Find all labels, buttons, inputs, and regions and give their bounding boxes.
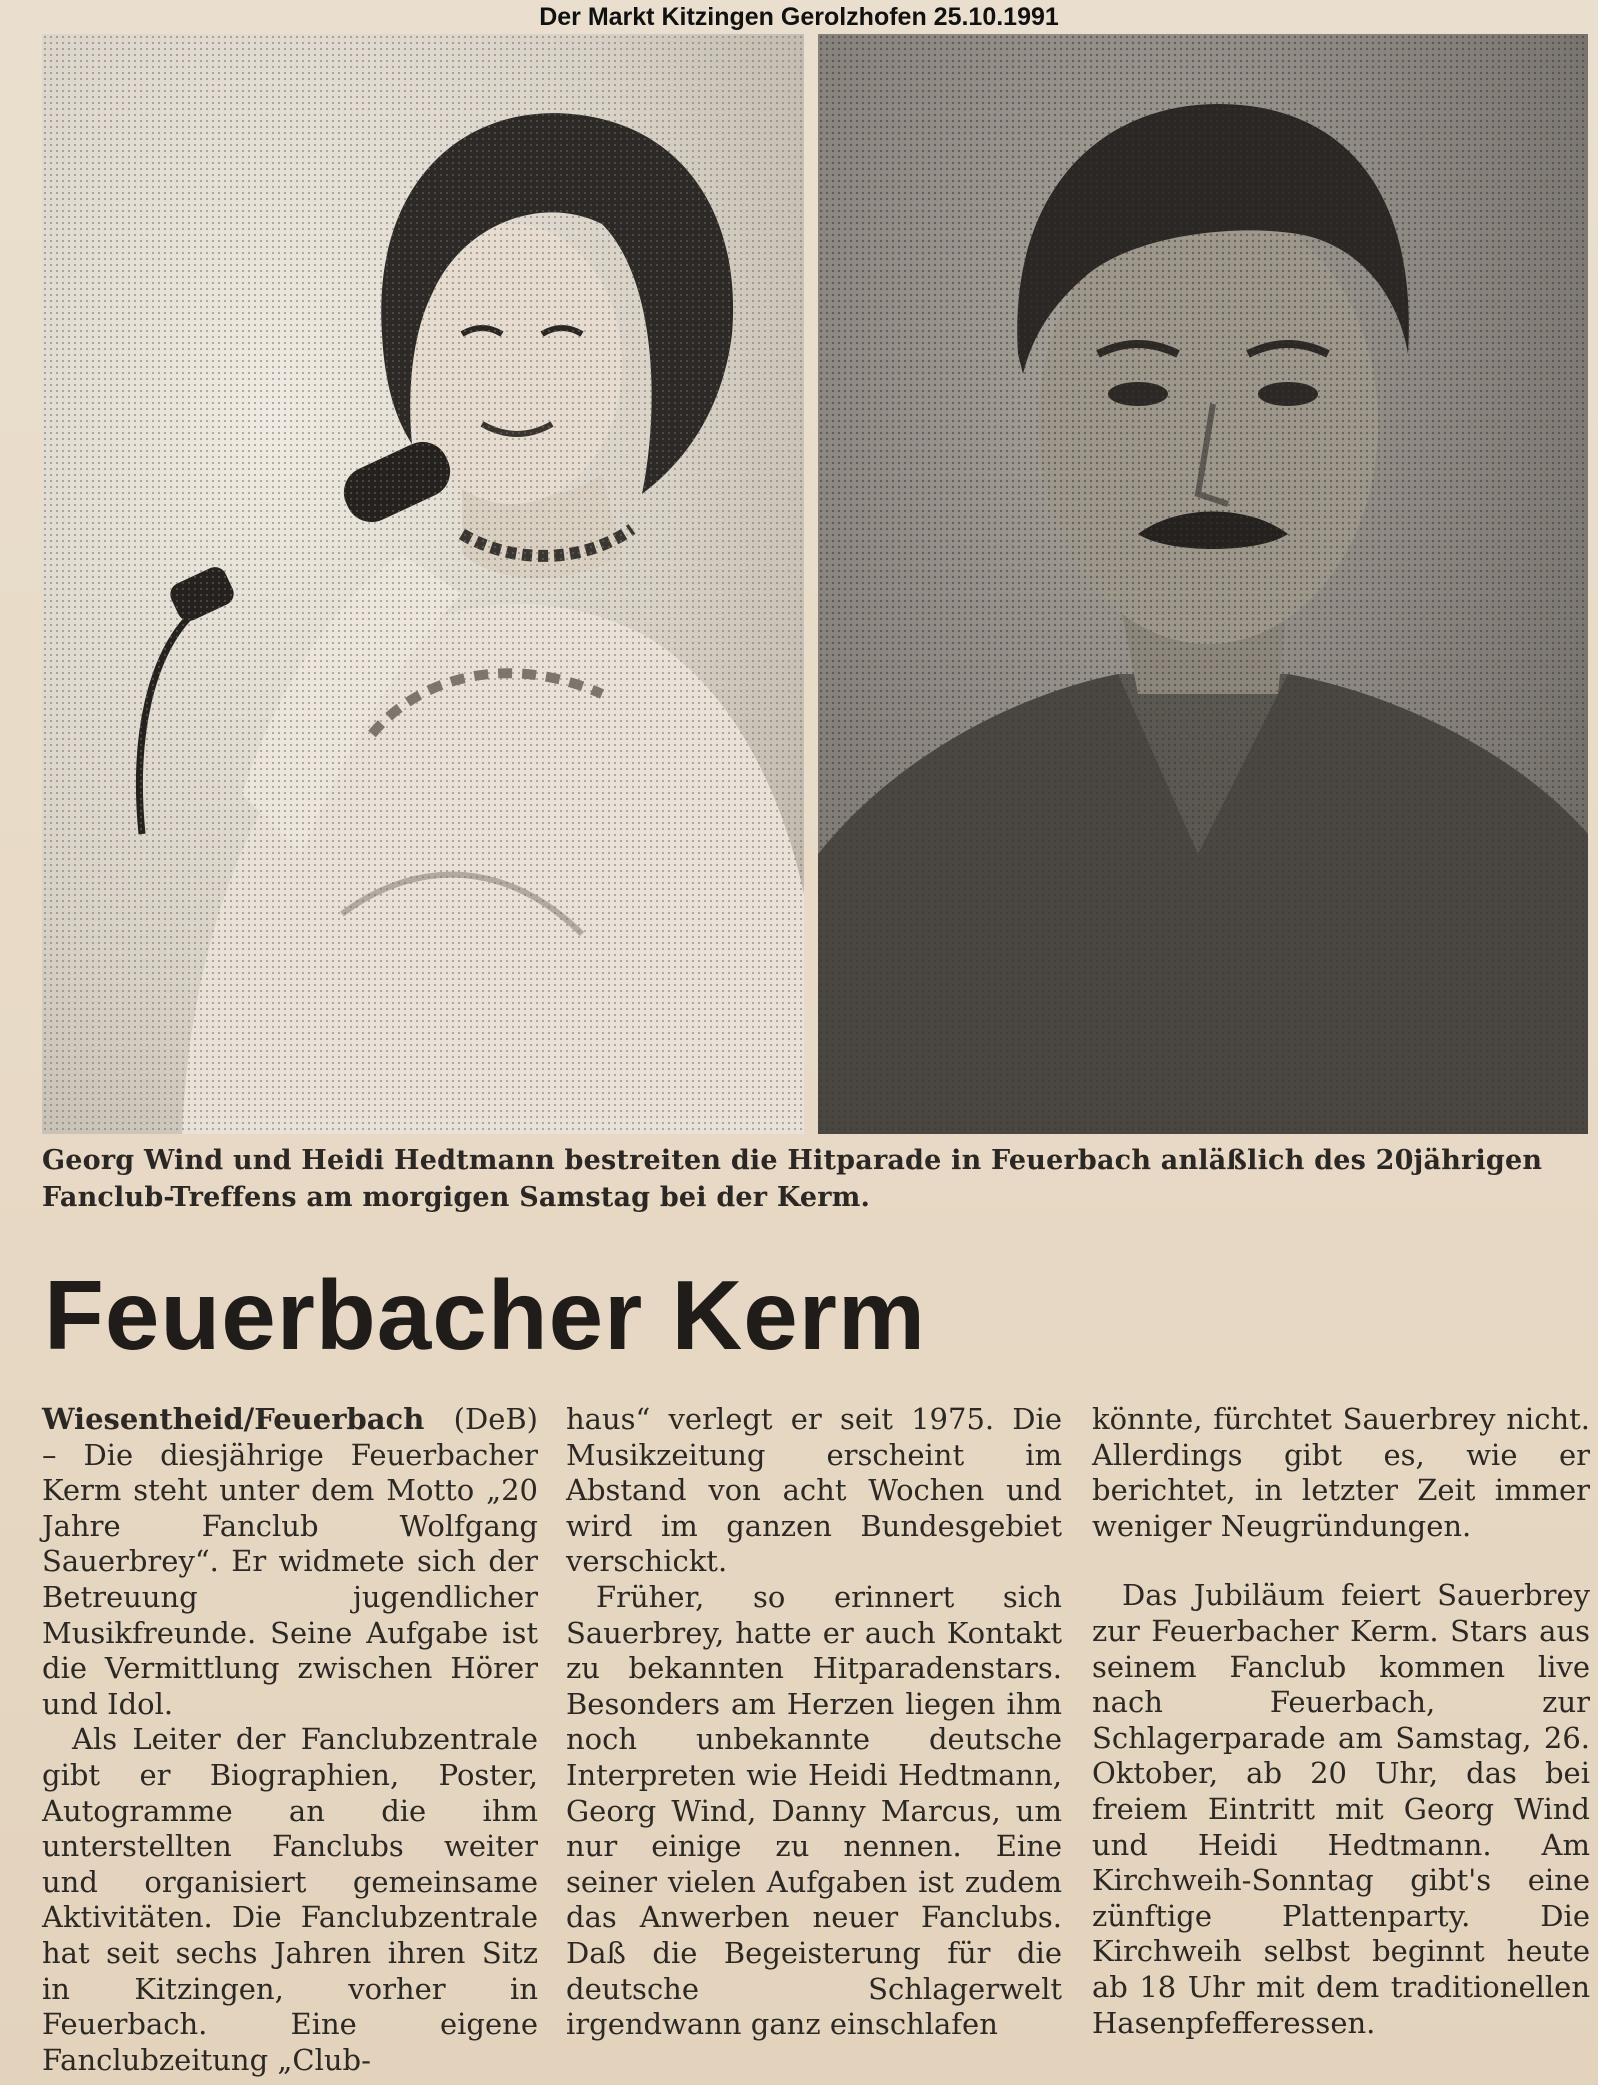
source-line: Der Markt Kitzingen Gerolzhofen 25.10.1991 bbox=[539, 3, 1059, 31]
article-paragraph: Früher, so erinnert sich Sauerbrey, hatte er auch Kontakt zu bekannten Hitparadenstars. Besonders am Herzen liegen ihm noch unbekannte deutsche Interpreten wie Heidi Hedtmann, Georg Wind, Danny Marcus, um nur einige zu nennen. Eine seiner vielen Aufgaben ist zudem das Anwerben neuer Fanclubs. Daß die Begeisterung für die deutsche Schlagerwelt irgendwann ganz einschlafen bbox=[566, 1579, 1062, 2042]
article-body bbox=[42, 1402, 1590, 2077]
article-paragraph: Das Jubiläum feiert Sauerbrey zur Feuerbacher Kerm. Stars aus seinem Fanclub kommen live nach Feuerbach, zur Schlagerparade am Samstag, 26. Oktober, ab 20 Uhr, das bei freiem Eintritt mit Georg Wind und Heidi Hedtmann. Am Kirchweih-Sonntag gibt's eine zünftige Plattenparty. Die Kirchweih selbst beginnt heute ab 18 Uhr mit dem traditionellen Hasenpfefferessen. bbox=[1092, 1578, 1590, 2040]
paragraph-gap bbox=[1092, 1544, 1590, 1578]
article-column-1 bbox=[42, 1402, 538, 2078]
article-column-2 bbox=[566, 1402, 1062, 2043]
photo-heidi-hedtmann-image bbox=[42, 34, 804, 1134]
article-paragraph bbox=[42, 1402, 538, 1722]
photo-georg-wind-image bbox=[818, 34, 1588, 1134]
photo-georg-wind bbox=[818, 34, 1588, 1134]
article-paragraph: haus“ verlegt er seit 1975. Die Musikzeitung erscheint im Abstand von acht Wochen und wird im ganzen Bundesgebiet verschickt. bbox=[566, 1402, 1062, 1579]
article-paragraph: Als Leiter der Fanclubzentrale gibt er Biographien, Poster, Autogramme an die ihm unterstellten Fanclubs weiter und organisiert gemeinsame Aktivitäten. Die Fanclubzentrale hat seit sechs Jahren ihren Sitz in Kitzingen, vorher in Feuerbach. Eine eigene Fanclubzeitung „Club- bbox=[42, 1722, 538, 2077]
article-column-3 bbox=[1092, 1402, 1590, 2041]
photo-caption: Georg Wind und Heidi Hedtmann bestreiten die Hitparade in Feuerbach anläßlich des 20jährigen Fanclub-Treffens am morgigen Samstag bei der Kerm. bbox=[42, 1145, 1543, 1213]
photo-heidi-hedtmann bbox=[42, 34, 804, 1134]
agency-tag: (DeB) bbox=[424, 1402, 538, 1436]
article-text: – Die diesjährige Feuerbacher Kerm steht unter dem Motto „20 Jahre Fanclub Wolfgang Sauerbrey“. Er widmete sich der Betreuung jugendlicher Musikfreunde. Seine Aufgabe ist die Vermittlung zwischen Hörer und Idol. bbox=[42, 1437, 538, 1721]
headline: Feuerbacher Kerm bbox=[44, 1260, 927, 1370]
article-paragraph: könnte, fürchtet Sauerbrey nicht. Allerdings gibt es, wie er berichtet, in letzter Zeit immer weniger Neugründungen. bbox=[1092, 1402, 1590, 1543]
dateline: Wiesentheid/Feuerbach bbox=[42, 1402, 425, 1436]
